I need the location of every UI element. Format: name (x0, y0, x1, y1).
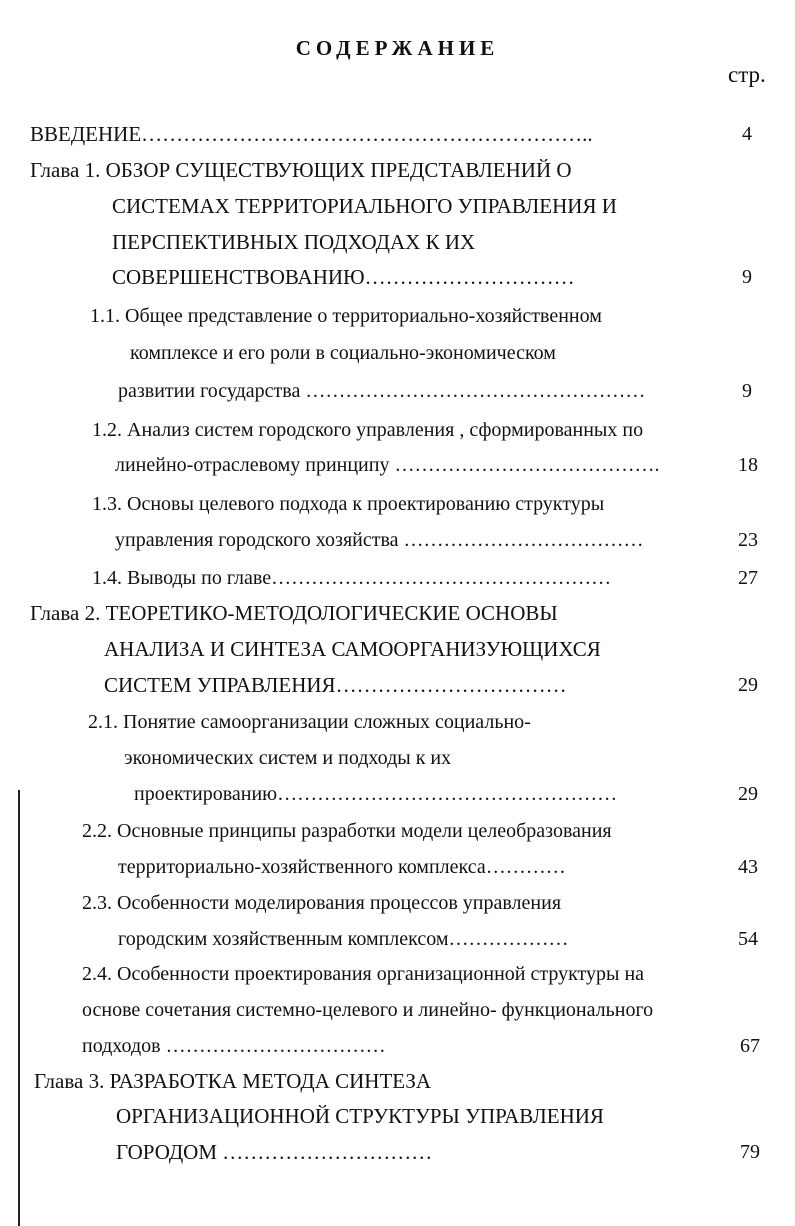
toc-entry-line: Глава 2. ТЕОРЕТИКО-МЕТОДОЛОГИЧЕСКИЕ ОСНОВЫ (30, 601, 558, 625)
page-column-label: стр. (728, 62, 766, 87)
toc-page-number: 27 (738, 567, 758, 589)
toc-page-number: 29 (738, 783, 758, 805)
toc-entry-line: экономических систем и подходы к их (124, 747, 452, 769)
toc-entry-line: 1.1. Общее представление о территориально-хозяйственном (90, 305, 602, 327)
toc-entry-line: 2.4. Особенности проектирования организационной структуры на (82, 963, 645, 985)
toc-page-number: 79 (740, 1141, 760, 1163)
scan-margin-rule (18, 790, 20, 1226)
toc-entry-line: Глава 1. ОБЗОР СУЩЕСТВУЮЩИХ ПРЕДСТАВЛЕНИЙ О (30, 158, 572, 182)
toc-entry-line: развитии государства …………………………………………… (118, 380, 646, 402)
toc-entry-line: подходов …………………………… (82, 1035, 386, 1057)
toc-entry-line: 2.2. Основные принципы разработки модели целеобразования (82, 820, 612, 842)
toc-entry-line: СОВЕРШЕНСТВОВАНИЮ………………………… (112, 265, 575, 289)
toc-entry-line: 2.3. Особенности моделирования процессов управления (82, 892, 562, 914)
toc-entry-line: городским хозяйственным комплексом……………… (118, 928, 569, 950)
toc-entry-line: 2.1. Понятие самоорганизации сложных социально- (88, 711, 531, 733)
toc-page-number: 18 (738, 454, 758, 476)
toc-page-number: 4 (742, 123, 752, 145)
toc-page-number: 67 (740, 1035, 760, 1057)
toc-entry-line: ГОРОДОМ ………………………… (116, 1140, 433, 1164)
toc-entry-line: линейно-отраслевому принципу …………………………………. (115, 454, 660, 476)
toc-entry-line: проектированию…………………………………………… (134, 783, 618, 805)
toc-page-number: 29 (738, 674, 758, 696)
toc-entry-line: Глава 3. РАЗРАБОТКА МЕТОДА СИНТЕЗА (34, 1069, 432, 1093)
toc-entry-line: 1.2. Анализ систем городского управления , сформированных по (92, 419, 644, 441)
toc-page-number: 9 (742, 266, 752, 288)
toc-page-number: 54 (738, 928, 758, 950)
page-title: СОДЕРЖАНИЕ (295, 36, 500, 60)
toc-entry-line: 1.4. Выводы по главе…………………………………………… (92, 567, 612, 589)
toc-entry-line: АНАЛИЗА И СИНТЕЗА САМООРГАНИЗУЮЩИХСЯ (104, 637, 601, 661)
toc-entry-line: СИСТЕМАХ ТЕРРИТОРИАЛЬНОГО УПРАВЛЕНИЯ И (112, 194, 617, 218)
toc-entry-line: территориально-хозяйственного комплекса………… (118, 856, 566, 878)
toc-page-number: 43 (738, 856, 758, 878)
toc-entry-line: основе сочетания системно-целевого и линейно- функционального (82, 999, 654, 1021)
toc-page-number: 23 (738, 529, 758, 551)
toc-entry-line: СИСТЕМ УПРАВЛЕНИЯ…………………………… (104, 673, 567, 697)
toc-entry-line: ПЕРСПЕКТИВНЫХ ПОДХОДАХ К ИХ (112, 230, 476, 254)
toc-page-number: 9 (742, 380, 752, 402)
toc-entry-line: 1.3. Основы целевого подхода к проектированию структуры (92, 493, 605, 515)
toc-entry-line: ОРГАНИЗАЦИОННОЙ СТРУКТУРЫ УПРАВЛЕНИЯ (116, 1104, 604, 1128)
toc-entry-line: комплексе и его роли в социально-экономическом (130, 342, 556, 364)
toc-entry-line: ВВЕДЕНИЕ……………………………………………………….. (30, 122, 593, 146)
toc-entry-line: управления городского хозяйства ……………………………… (115, 529, 644, 551)
